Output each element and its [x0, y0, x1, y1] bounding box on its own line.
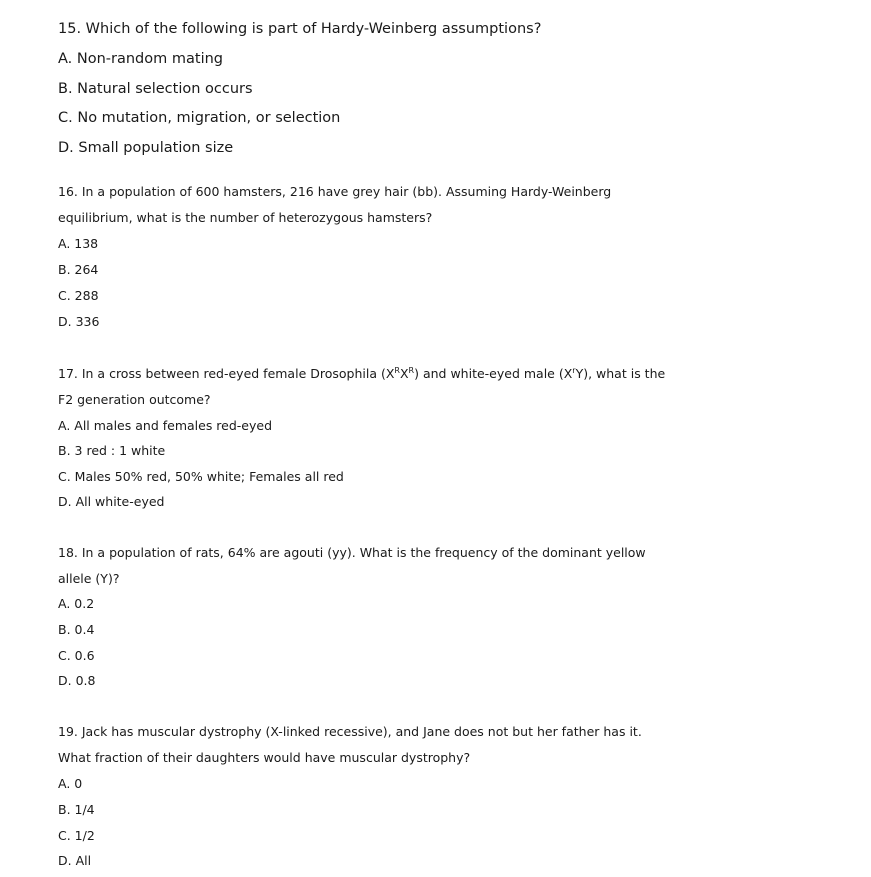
question-16-line-2: equilibrium, what is the number of heterozygous hamsters? [58, 210, 433, 225]
option-19-b: B. 1/4 [58, 802, 95, 817]
superscript: R [408, 366, 415, 375]
option-19-c: C. 1/2 [58, 828, 95, 843]
option-17-b: B. 3 red : 1 white [58, 443, 166, 458]
option-18-a: A. 0.2 [58, 596, 95, 611]
text: 17. In a cross between red-eyed female Drosophila (X [58, 366, 395, 382]
question-17-line-1 [58, 366, 665, 381]
option-18-d: D. 0.8 [58, 673, 96, 688]
question-16-line-1: 16. In a population of 600 hamsters, 216 have grey hair (bb). Assuming Hardy-Weinberg [58, 184, 612, 199]
question-17-line-2: F2 generation outcome? [58, 392, 211, 407]
option-15-b: B. Natural selection occurs [58, 81, 253, 97]
text: Y), what is the [575, 366, 666, 382]
option-18-b: B. 0.4 [58, 622, 95, 637]
option-17-d: D. All white-eyed [58, 494, 165, 509]
option-17-c: C. Males 50% red, 50% white; Females all red [58, 469, 344, 484]
text: X [399, 366, 409, 382]
question-19-line-1: 19. Jack has muscular dystrophy (X-linked recessive), and Jane does not but her father has it. [58, 724, 642, 739]
superscript: R [394, 366, 400, 375]
question-19-line-2: What fraction of their daughters would have muscular dystrophy? [58, 750, 471, 765]
option-18-c: C. 0.6 [58, 648, 95, 663]
superscript: r [572, 366, 576, 375]
option-16-d: D. 336 [58, 314, 100, 329]
option-16-b: B. 264 [58, 262, 99, 277]
option-15-c: C. No mutation, migration, or selection [58, 110, 341, 126]
option-15-a: A. Non-random mating [58, 51, 223, 67]
question-18-line-1: 18. In a population of rats, 64% are agouti (yy). What is the frequency of the dominant yellow [58, 545, 646, 560]
text: ) and white-eyed male (X [414, 366, 573, 382]
option-19-a: A. 0 [58, 776, 83, 791]
option-17-a: A. All males and females red-eyed [58, 418, 273, 433]
option-16-c: C. 288 [58, 288, 99, 303]
option-16-a: A. 138 [58, 236, 99, 251]
question-18-line-2: allele (Y)? [58, 571, 120, 586]
question-15: 15. Which of the following is part of Hardy-Weinberg assumptions? [58, 21, 542, 37]
option-15-d: D. Small population size [58, 140, 234, 156]
option-19-d: D. All [58, 853, 92, 868]
